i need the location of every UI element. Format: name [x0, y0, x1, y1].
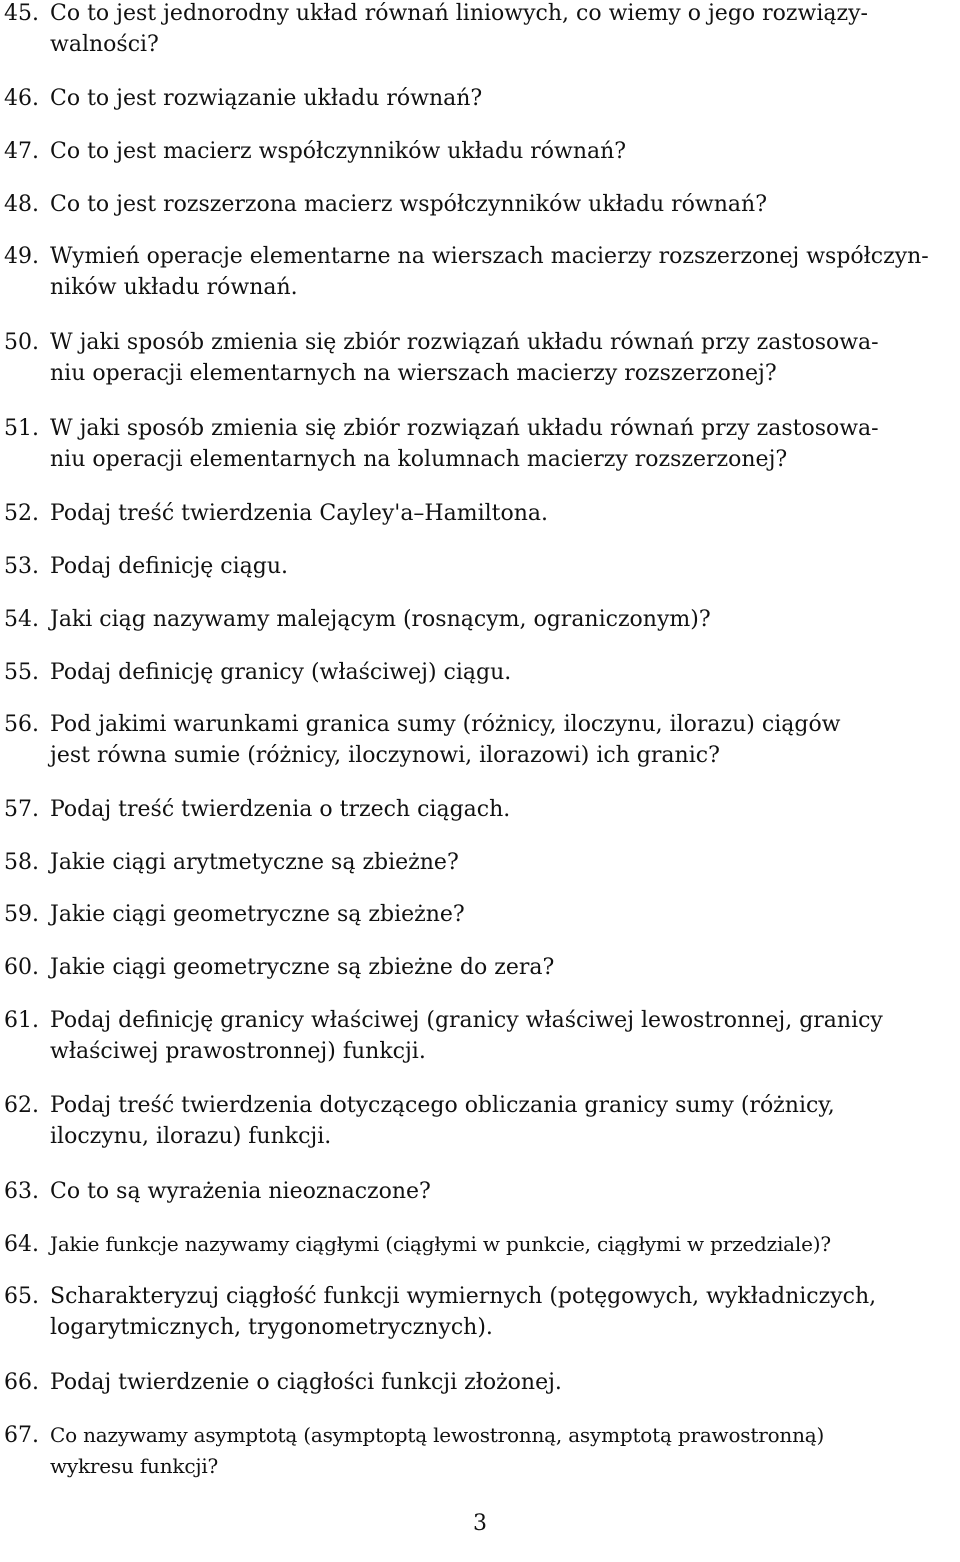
question-text: Co to jest rozszerzona macierz współczynników układu równań?	[50, 192, 767, 217]
question-number: 61.	[4, 1008, 39, 1033]
question-text: Jakie ciągi geometryczne są zbieżne?	[50, 902, 465, 927]
question-text: Co to jest rozwiązanie układu równań?	[50, 86, 483, 111]
question-text: Co nazywamy asymptotą (asymptoptą lewostronną, asymptotą prawostronną) wykresu funkcji?	[50, 1423, 825, 1478]
question-number: 57.	[4, 797, 39, 822]
question-text: Jakie ciągi geometryczne są zbieżne do zera?	[50, 955, 555, 980]
question-text: Co to jest jednorodny układ równań liniowych, co wiemy o jego rozwiązy- walności?	[50, 1, 868, 57]
question-number: 67.	[4, 1423, 39, 1448]
question-number: 55.	[4, 660, 39, 685]
page-number: 3	[473, 1511, 487, 1536]
question-text: Co to są wyrażenia nieoznaczone?	[50, 1179, 431, 1204]
question-number: 50.	[4, 330, 39, 355]
question-number: 47.	[4, 139, 39, 164]
question-number: 53.	[4, 554, 39, 579]
question-text: Podaj treść twierdzenia Cayley'a–Hamiltona.	[50, 501, 549, 526]
question-text: Podaj definicję granicy (właściwej) ciągu.	[50, 660, 512, 685]
question-number: 56.	[4, 712, 39, 737]
question-text: Podaj definicję ciągu.	[50, 554, 289, 579]
question-text: Jaki ciąg nazywamy malejącym (rosnącym, ograniczonym)?	[50, 607, 711, 632]
question-number: 49.	[4, 244, 39, 269]
question-text: Podaj definicję granicy właściwej (granicy właściwej lewostronnej, granicy właściwej prawostronnej) funkcji.	[50, 1008, 883, 1064]
question-number: 52.	[4, 501, 39, 526]
question-text: Podaj treść twierdzenia o trzech ciągach.	[50, 797, 511, 822]
question-number: 63.	[4, 1179, 39, 1204]
question-number: 46.	[4, 86, 39, 111]
question-text: Co to jest macierz współczynników układu równań?	[50, 139, 627, 164]
question-number: 65.	[4, 1284, 39, 1309]
question-number: 45.	[4, 1, 39, 26]
question-text: Wymień operacje elementarne na wierszach macierzy rozszerzonej współczyn- ników układu równań.	[50, 244, 929, 300]
question-number: 51.	[4, 416, 39, 441]
question-number: 62.	[4, 1093, 39, 1118]
question-text: Jakie funkcje nazywamy ciągłymi (ciągłymi w punkcie, ciągłymi w przedziale)?	[50, 1232, 831, 1256]
question-number: 59.	[4, 902, 39, 927]
question-number: 60.	[4, 955, 39, 980]
question-text: Jakie ciągi arytmetyczne są zbieżne?	[50, 850, 459, 875]
question-number: 64.	[4, 1232, 39, 1257]
question-text: Pod jakimi warunkami granica sumy (różnicy, iloczynu, ilorazu) ciągów jest równa sumie (różnicy, iloczynowi, ilorazowi) ich granic?	[50, 712, 841, 768]
question-number: 48.	[4, 192, 39, 217]
question-text: Scharakteryzuj ciągłość funkcji wymiernych (potęgowych, wykładniczych, logarytmicznych, trygonometrycznych).	[50, 1284, 877, 1340]
question-text: W jaki sposób zmienia się zbiór rozwiązań układu równań przy zastosowa- niu operacji elementarnych na wierszach macierzy rozszerzonej?	[50, 330, 879, 386]
question-number: 66.	[4, 1370, 39, 1395]
question-number: 54.	[4, 607, 39, 632]
question-text: Podaj twierdzenie o ciągłości funkcji złożonej.	[50, 1370, 562, 1395]
question-text: Podaj treść twierdzenia dotyczącego obliczania granicy sumy (różnicy, iloczynu, ilorazu) funkcji.	[50, 1093, 835, 1149]
question-number: 58.	[4, 850, 39, 875]
question-text: W jaki sposób zmienia się zbiór rozwiązań układu równań przy zastosowa- niu operacji elementarnych na kolumnach macierzy rozszerzonej?	[50, 416, 879, 472]
